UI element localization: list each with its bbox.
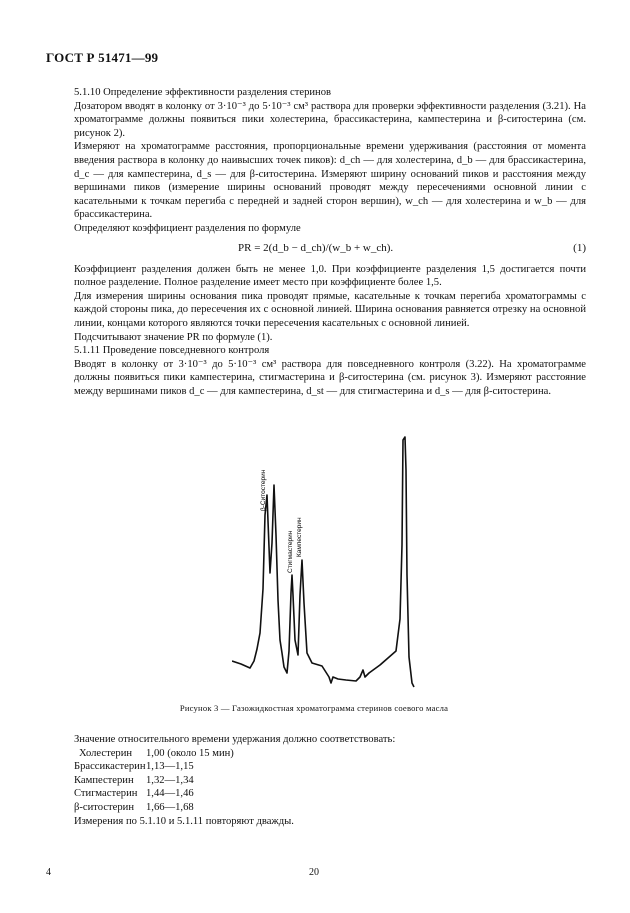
sterol-name: Брассикастерин xyxy=(74,761,146,773)
sterol-name: Холестерин xyxy=(79,747,133,759)
paragraph: Дозатором вводят в колонку от 3·10⁻³ до 5·10⁻³ см³ раствора для проверки эффективности разделения (3.21). На хроматограмме должны появиться пики холестерина, брассикастерина, кампестерина и β-ситостерина (см. рисунок 2). xyxy=(74,100,586,139)
retention-row xyxy=(74,760,395,774)
formula: PR = 2(d_b − d_ch)/(w_b + w_ch). xyxy=(238,241,394,254)
retention-row xyxy=(74,747,395,761)
summary-intro: Значение относительного времени удержания должно соответствовать: xyxy=(74,734,396,745)
paragraph: Коэффициент разделения должен быть не менее 1,0. При коэффициенте разделения 1,5 достигается почти полное разделение. Полное разделение имеет место при коэффициенте более 1,5. xyxy=(74,263,586,289)
retention-row xyxy=(74,787,395,801)
peak-label-beta-sitosterol: β-Ситостерин xyxy=(260,469,267,511)
paragraph: Измеряют на хроматограмме расстояния, пропорциональные времени удерживания (расстояния от момента введения раствора в колонку до наивысших точек пиков): d_ch — для холестерина, d_b — для брассикастерина, d_c — для кампестерина, d_s — для β-ситостерина. Измеряют ширину оснований пиков и расстояния между вершинами пиков (измерение ширины оснований проводят между пересечениями основной линии с касательными к точкам перегиба с передней и задней сторон вершин), w_ch — для холестерина и w_b — для брассикастерина. xyxy=(74,141,586,221)
page-number-left: 4 xyxy=(46,867,51,878)
section-5-1-11-heading: 5.1.11 Проведение повседневного контроля xyxy=(74,345,270,357)
peak-label-campesterol: Кампестерин xyxy=(296,517,303,557)
retention-value: 1,13—1,15 xyxy=(146,761,194,773)
retention-value: 1,32—1,34 xyxy=(146,774,194,786)
retention-value: 1,66—1,68 xyxy=(146,801,194,813)
page-number-center: 20 xyxy=(309,867,319,878)
retention-row xyxy=(74,801,395,815)
retention-summary xyxy=(74,733,395,828)
paragraph: Подсчитывают значение PR по формуле (1). xyxy=(74,331,273,343)
retention-value: 1,44—1,46 xyxy=(146,788,194,800)
sterol-name: Кампестерин xyxy=(74,774,134,786)
summary-outro: Измерения по 5.1.10 и 5.1.11 повторяют дважды. xyxy=(74,815,294,827)
peak-label-stigmasterol: Стигмастерин xyxy=(287,530,294,573)
retention-value: 1,00 (около 15 мин) xyxy=(146,747,234,759)
formula-number: (1) xyxy=(573,241,586,254)
sterol-name: β-ситостерин xyxy=(74,801,135,813)
formula-block xyxy=(74,239,586,261)
chromatogram-figure xyxy=(232,425,432,697)
document-header: ГОСТ Р 51471—99 xyxy=(46,50,159,65)
paragraph: Для измерения ширины основания пика проводят прямые, касательные к точкам перегиба хроматограммы с каждой стороны пика, до пересечения их с основной линией. Ширина основания равняется отрезку на основной линии, концами которого являются точки пересечения касательных с основной линией. xyxy=(74,290,586,329)
section-5-1-10-heading: 5.1.10 Определение эффективности разделения стеринов xyxy=(74,87,332,98)
paragraph: Определяют коэффициент разделения по формуле xyxy=(74,222,301,234)
figure-caption: Рисунок 3 — Газожидкостная хроматограмма стеринов соевого масла xyxy=(179,703,449,713)
paragraph: Вводят в колонку от 3·10⁻³ до 5·10⁻³ см³ раствора для повседневного контроля (3.22). На хроматограмме должны появиться пики кампестерина, стигмастерина и β-ситостерина (см. рисунок 3). Измеряют расстояние между вершинами пиков d_c — для кампестерина, d_st — для стигмастерина и d_s — для β-ситостерина. xyxy=(74,358,586,397)
body-text xyxy=(74,86,586,398)
retention-row xyxy=(74,774,395,788)
sterol-name: Стигмастерин xyxy=(74,788,138,800)
